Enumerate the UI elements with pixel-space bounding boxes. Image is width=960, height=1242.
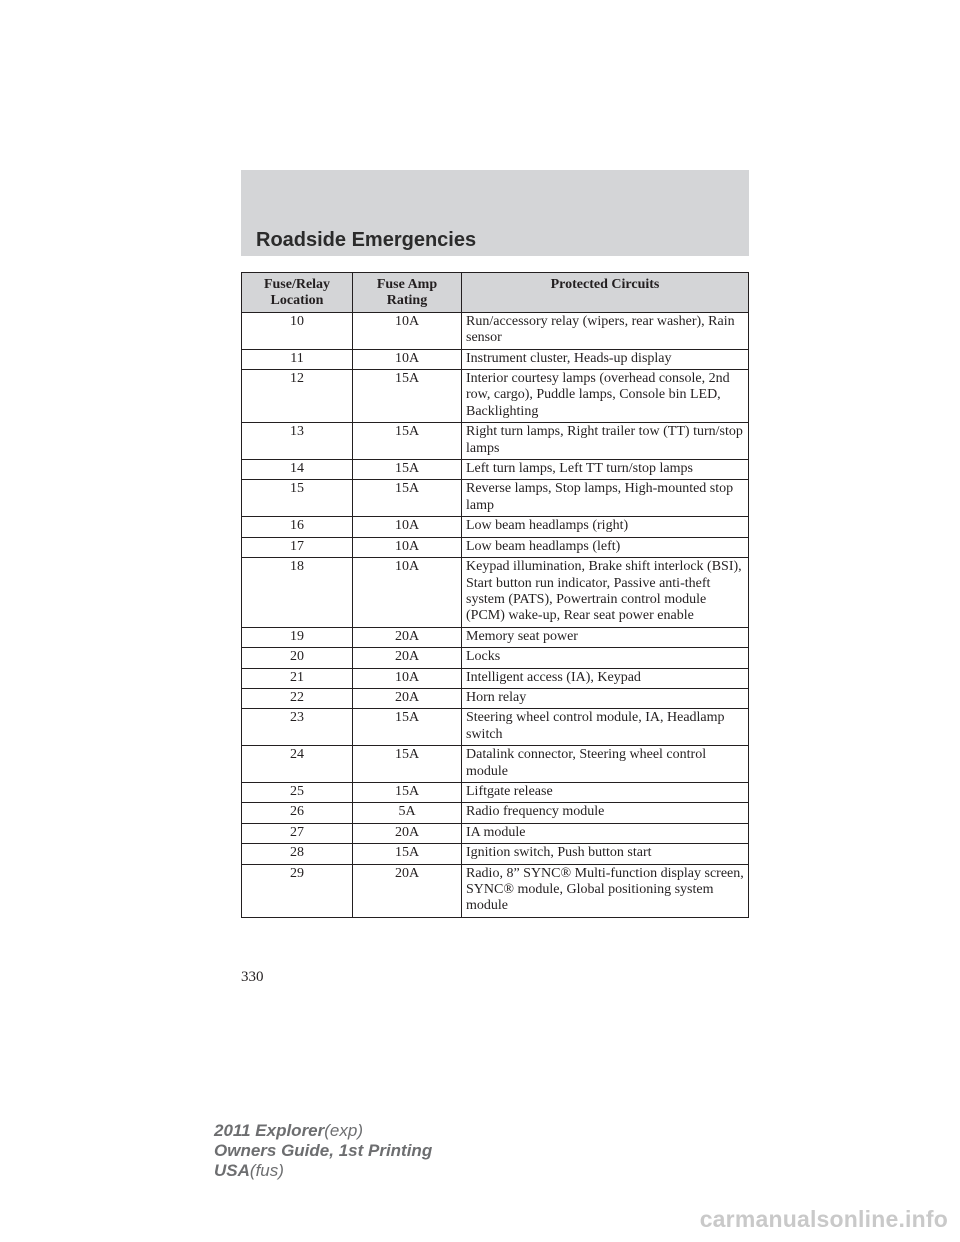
table-row [242, 480, 749, 517]
fuse-amp-cell: 10A [353, 349, 462, 369]
protected-circuits-cell: Interior courtesy lamps (overhead console, 2nd row, cargo), Puddle lamps, Console bin LED, Backlighting [462, 370, 749, 423]
fuse-amp-cell: 10A [353, 558, 462, 628]
fuse-location-cell: 11 [242, 349, 353, 369]
table-row [242, 558, 749, 628]
protected-circuits-cell: Low beam headlamps (right) [462, 517, 749, 537]
section-title: Roadside Emergencies [256, 229, 477, 251]
fuse-amp-cell: 15A [353, 423, 462, 460]
fuse-location-cell: 24 [242, 746, 353, 783]
fuse-location-cell: 13 [242, 423, 353, 460]
protected-circuits-cell: Locks [462, 648, 749, 668]
protected-circuits-cell: Run/accessory relay (wipers, rear washer), Rain sensor [462, 312, 749, 349]
protected-circuits-cell: Reverse lamps, Stop lamps, High-mounted stop lamp [462, 480, 749, 517]
fuse-location-cell: 12 [242, 370, 353, 423]
fuse-amp-cell: 10A [353, 537, 462, 557]
protected-circuits-cell: Intelligent access (IA), Keypad [462, 668, 749, 688]
protected-circuits-cell: Ignition switch, Push button start [462, 844, 749, 864]
table-row [242, 627, 749, 647]
protected-circuits-cell: IA module [462, 823, 749, 843]
table-row [242, 423, 749, 460]
fuse-location-cell: 14 [242, 460, 353, 480]
fuse-location-cell: 21 [242, 668, 353, 688]
table-row [242, 517, 749, 537]
fuse-amp-cell: 10A [353, 668, 462, 688]
table-row [242, 460, 749, 480]
fuse-amp-cell: 5A [353, 803, 462, 823]
footer-line-edition: Owners Guide, 1st Printing [214, 1141, 433, 1160]
protected-circuits-cell: Radio frequency module [462, 803, 749, 823]
fuse-location-cell: 28 [242, 844, 353, 864]
fuse-amp-cell: 15A [353, 480, 462, 517]
fuse-amp-cell: 15A [353, 370, 462, 423]
fuse-location-cell: 25 [242, 782, 353, 802]
protected-circuits-cell: Steering wheel control module, IA, Headlamp switch [462, 709, 749, 746]
protected-circuits-cell: Radio, 8” SYNC® Multi-function display screen, SYNC® module, Global positioning system module [462, 864, 749, 917]
fuse-amp-cell: 10A [353, 517, 462, 537]
fuse-amp-cell: 15A [353, 782, 462, 802]
fuse-amp-cell: 20A [353, 864, 462, 917]
table-row [242, 823, 749, 843]
print-footer [214, 1121, 432, 1181]
protected-circuits-cell: Left turn lamps, Left TT turn/stop lamps [462, 460, 749, 480]
footer-line-market: USA(fus) [214, 1161, 284, 1180]
fuse-location-cell: 16 [242, 517, 353, 537]
fuse-location-cell: 22 [242, 688, 353, 708]
table-row [242, 688, 749, 708]
fuse-location-cell: 18 [242, 558, 353, 628]
table-header-row [242, 273, 749, 313]
protected-circuits-cell: Right turn lamps, Right trailer tow (TT) turn/stop lamps [462, 423, 749, 460]
page-number: 330 [241, 969, 264, 985]
fuse-amp-cell: 20A [353, 627, 462, 647]
table-row [242, 668, 749, 688]
protected-circuits-cell: Liftgate release [462, 782, 749, 802]
fuse-location-cell: 20 [242, 648, 353, 668]
fuse-location-cell: 29 [242, 864, 353, 917]
fuse-location-cell: 17 [242, 537, 353, 557]
protected-circuits-cell: Keypad illumination, Brake shift interlock (BSI), Start button run indicator, Passive anti-theft system (PATS), Powertrain control module (PCM) wake-up, Rear seat power enable [462, 558, 749, 628]
fuse-table [241, 272, 749, 918]
protected-circuits-cell: Datalink connector, Steering wheel control module [462, 746, 749, 783]
protected-circuits-cell: Horn relay [462, 688, 749, 708]
fuse-table-body [242, 312, 749, 917]
fuse-amp-cell: 10A [353, 312, 462, 349]
fuse-amp-cell: 15A [353, 844, 462, 864]
footer-line-model: 2011 Explorer(exp) [214, 1121, 363, 1140]
fuse-location-cell: 15 [242, 480, 353, 517]
table-row [242, 648, 749, 668]
table-row [242, 370, 749, 423]
fuse-amp-cell: 15A [353, 460, 462, 480]
column-header-amp-rating: Fuse Amp Rating [353, 273, 462, 313]
table-row [242, 844, 749, 864]
table-row [242, 709, 749, 746]
protected-circuits-cell: Memory seat power [462, 627, 749, 647]
table-row [242, 782, 749, 802]
fuse-location-cell: 10 [242, 312, 353, 349]
fuse-amp-cell: 20A [353, 688, 462, 708]
fuse-amp-cell: 15A [353, 709, 462, 746]
fuse-amp-cell: 20A [353, 648, 462, 668]
protected-circuits-cell: Instrument cluster, Heads-up display [462, 349, 749, 369]
protected-circuits-cell: Low beam headlamps (left) [462, 537, 749, 557]
table-row [242, 537, 749, 557]
table-row [242, 864, 749, 917]
watermark: carmanualsonline.info [699, 1206, 948, 1232]
fuse-amp-cell: 15A [353, 746, 462, 783]
table-row [242, 349, 749, 369]
table-row [242, 746, 749, 783]
fuse-amp-cell: 20A [353, 823, 462, 843]
fuse-location-cell: 19 [242, 627, 353, 647]
fuse-location-cell: 27 [242, 823, 353, 843]
fuse-location-cell: 26 [242, 803, 353, 823]
table-row [242, 312, 749, 349]
table-row [242, 803, 749, 823]
column-header-protected-circuits: Protected Circuits [462, 273, 749, 313]
fuse-location-cell: 23 [242, 709, 353, 746]
column-header-location: Fuse/Relay Location [242, 273, 353, 313]
